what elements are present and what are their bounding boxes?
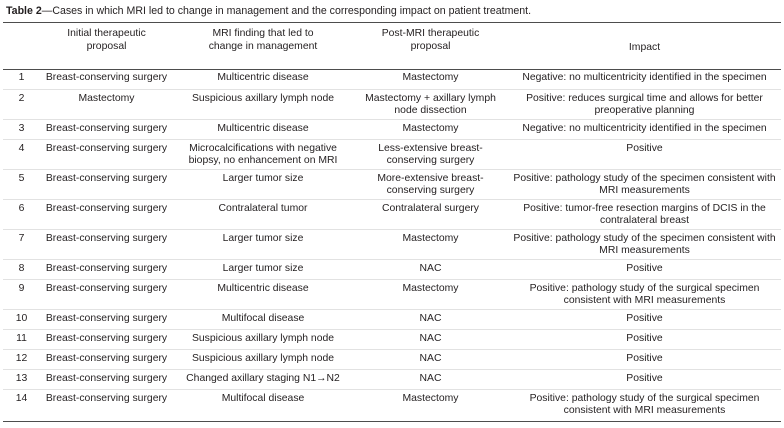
cell-mri-finding: Larger tumor size [173, 259, 353, 279]
cell-impact: Positive: reduces surgical time and allows for better preoperative planning [508, 89, 781, 119]
bottom-rule [3, 421, 781, 422]
cell-post-mri-proposal: NAC [353, 259, 508, 279]
cell-mri-finding: Changed axillary staging N1→N2 [173, 369, 353, 389]
table-row [3, 309, 781, 329]
table-row [3, 169, 781, 199]
cell-case-number: 6 [3, 199, 40, 229]
table-row [3, 139, 781, 169]
cell-initial-proposal: Breast-conserving surgery [40, 259, 173, 279]
cell-post-mri-proposal: NAC [353, 369, 508, 389]
header-row [3, 28, 781, 69]
cell-post-mri-proposal: Mastectomy + axillary lymph node dissection [353, 89, 508, 119]
header-case-number [3, 28, 40, 69]
cell-mri-finding: Suspicious axillary lymph node [173, 89, 353, 119]
cell-impact: Positive [508, 329, 781, 349]
cell-impact: Positive [508, 139, 781, 169]
cell-mri-finding: Multicentric disease [173, 279, 353, 309]
cell-post-mri-proposal: NAC [353, 309, 508, 329]
cell-initial-proposal: Breast-conserving surgery [40, 369, 173, 389]
header-post-mri-proposal: Post-MRI therapeutic proposal [381, 28, 480, 52]
cell-case-number: 10 [3, 309, 40, 329]
cell-initial-proposal: Breast-conserving surgery [45, 72, 168, 83]
cell-mri-finding: Larger tumor size [173, 229, 353, 259]
cell-impact: Negative: no multicentricity identified in the specimen [522, 72, 767, 83]
cell-post-mri-proposal: Contralateral surgery [353, 199, 508, 229]
cell-case-number: 1 [18, 72, 25, 83]
table-row [3, 89, 781, 119]
cell-initial-proposal: Breast-conserving surgery [40, 139, 173, 169]
cell-initial-proposal: Breast-conserving surgery [40, 169, 173, 199]
cell-impact: Positive: pathology study of the surgical specimen consistent with MRI measurements [508, 389, 781, 419]
cell-impact: Positive [508, 349, 781, 369]
cell-mri-finding: Contralateral tumor [173, 199, 353, 229]
cell-mri-finding: Suspicious axillary lymph node [173, 329, 353, 349]
table-caption-label: Table 2 [6, 5, 42, 17]
cell-mri-finding: Suspicious axillary lymph node [173, 349, 353, 369]
cell-case-number: 7 [3, 229, 40, 259]
cell-initial-proposal: Mastectomy [40, 89, 173, 119]
cell-case-number: 5 [3, 169, 40, 199]
caption-rule [3, 22, 781, 23]
table-row [3, 119, 781, 139]
table-row [3, 329, 781, 349]
cell-impact: Positive [508, 369, 781, 389]
cell-case-number: 3 [3, 119, 40, 139]
management-change-table [3, 28, 781, 419]
cell-mri-finding: Multifocal disease [173, 309, 353, 329]
table-caption-text: —Cases in which MRI led to change in management and the corresponding impact on patient treatment. [41, 5, 532, 17]
header-initial-proposal: Initial therapeutic proposal [67, 28, 146, 52]
cell-impact: Negative: no multicentricity identified in the specimen [508, 119, 781, 139]
cell-mri-finding: Microcalcifications with negative biopsy, no enhancement on MRI [173, 139, 353, 169]
cell-initial-proposal: Breast-conserving surgery [40, 229, 173, 259]
cell-initial-proposal: Breast-conserving surgery [40, 199, 173, 229]
cell-impact: Positive: pathology study of the specimen consistent with MRI measurements [508, 169, 781, 199]
table-row [3, 259, 781, 279]
cell-impact: Positive: pathology study of the specimen consistent with MRI measurements [508, 229, 781, 259]
table-row [3, 389, 781, 419]
table-row [3, 69, 781, 89]
table-row [3, 369, 781, 389]
cell-initial-proposal: Breast-conserving surgery [40, 329, 173, 349]
cell-case-number: 2 [3, 89, 40, 119]
cell-mri-finding: Larger tumor size [173, 169, 353, 199]
cell-post-mri-proposal: Less-extensive breast-conserving surgery [353, 139, 508, 169]
table-row [3, 349, 781, 369]
table-row [3, 229, 781, 259]
cell-impact: Positive: tumor-free resection margins of DCIS in the contralateral breast [508, 199, 781, 229]
cell-case-number: 12 [3, 349, 40, 369]
cell-case-number: 13 [3, 369, 40, 389]
cell-post-mri-proposal: Mastectomy [353, 229, 508, 259]
cell-initial-proposal: Breast-conserving surgery [40, 389, 173, 419]
cell-initial-proposal: Breast-conserving surgery [40, 349, 173, 369]
cell-case-number: 11 [3, 329, 40, 349]
cell-post-mri-proposal: Mastectomy [353, 279, 508, 309]
table-header [3, 28, 781, 69]
cell-impact: Positive [508, 259, 781, 279]
table-body [3, 69, 781, 419]
table-row [3, 199, 781, 229]
cell-case-number: 14 [3, 389, 40, 419]
cell-impact: Positive: pathology study of the surgical specimen consistent with MRI measurements [508, 279, 781, 309]
cell-post-mri-proposal: Mastectomy [353, 389, 508, 419]
table-row [3, 279, 781, 309]
cell-post-mri-proposal: Mastectomy [353, 119, 508, 139]
header-impact: Impact [628, 42, 661, 54]
cell-mri-finding: Multifocal disease [173, 389, 353, 419]
cell-post-mri-proposal: More-extensive breast-conserving surgery [353, 169, 508, 199]
cell-mri-finding: Multicentric disease [173, 119, 353, 139]
cell-case-number: 8 [3, 259, 40, 279]
cell-case-number: 4 [3, 139, 40, 169]
cell-post-mri-proposal: Mastectomy [402, 72, 459, 83]
cell-initial-proposal: Breast-conserving surgery [40, 279, 173, 309]
cell-mri-finding: Multicentric disease [217, 72, 309, 83]
table-caption [6, 5, 531, 17]
cell-impact: Positive [508, 309, 781, 329]
cell-initial-proposal: Breast-conserving surgery [40, 119, 173, 139]
cell-initial-proposal: Breast-conserving surgery [40, 309, 173, 329]
header-mri-finding: MRI finding that led to change in management [208, 28, 318, 52]
cell-post-mri-proposal: NAC [353, 329, 508, 349]
cell-case-number: 9 [3, 279, 40, 309]
cell-post-mri-proposal: NAC [353, 349, 508, 369]
